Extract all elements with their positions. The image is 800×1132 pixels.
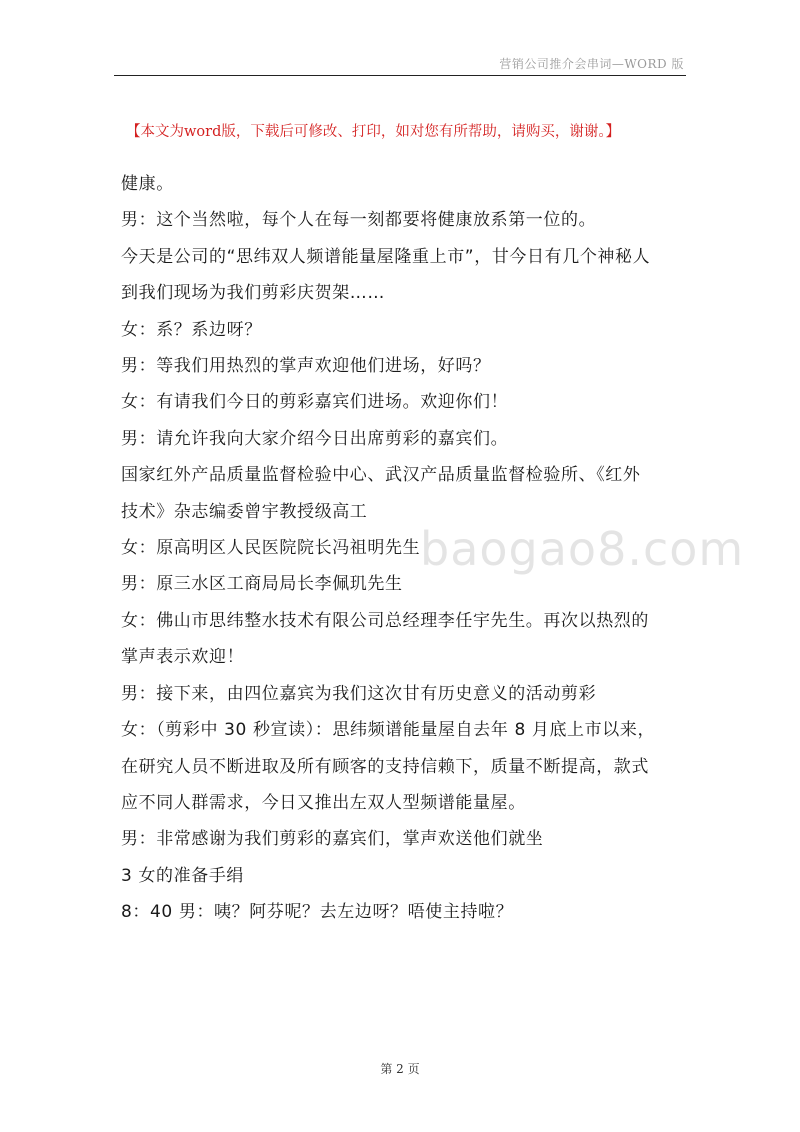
document-header-title: 营销公司推介会串词—WORD 版 bbox=[499, 57, 684, 71]
body-line: 女：（剪彩中 30 秒宣读）：思纬频谱能量屋自去年 8 月底上市以来， bbox=[121, 720, 656, 741]
body-line: 男：原三水区工商局局长李佩玑先生 bbox=[121, 574, 403, 595]
page-number: 第 2 页 bbox=[380, 1062, 420, 1076]
body-line: 掌声表示欢迎！ bbox=[121, 647, 245, 668]
body-line: 男：等我们用热烈的掌声欢迎他们进场，好吗？ bbox=[121, 356, 491, 377]
body-line: 3 女的准备手绢 bbox=[121, 865, 245, 886]
body-line: 男：请允许我向大家介绍今日出席剪彩的嘉宾们。 bbox=[121, 428, 509, 449]
body-line: 今天是公司的“思纬双人频谱能量屋隆重上市”，甘今日有几个神秘人 bbox=[121, 246, 651, 267]
body-line: 男：接下来，由四位嘉宾为我们这次甘有历史意义的活动剪彩 bbox=[121, 683, 597, 704]
body-line: 国家红外产品质量监督检验中心、武汉产品质量监督检验所、《红外 bbox=[121, 465, 641, 486]
purchase-notice: 【本文为word版，下载后可修改、打印，如对您有所帮助，请购买，谢谢。】 bbox=[126, 124, 621, 140]
body-line: 技术》杂志编委曾宇教授级高工 bbox=[121, 501, 368, 522]
body-line: 男：非常感谢为我们剪彩的嘉宾们，掌声欢送他们就坐 bbox=[121, 829, 544, 850]
body-line: 到我们现场为我们剪彩庆贺架…… bbox=[121, 283, 385, 304]
header-divider bbox=[114, 75, 686, 76]
body-line: 女：系？系边呀？ bbox=[121, 319, 262, 340]
body-line: 女：有请我们今日的剪彩嘉宾们进场。欢迎你们！ bbox=[121, 392, 509, 413]
body-line: 8：40 男：咦？阿芬呢？去左边呀？唔使主持啦？ bbox=[121, 902, 514, 923]
body-line: 女：原高明区人民医院院长冯祖明先生 bbox=[121, 538, 421, 559]
site-watermark: baogao8.com bbox=[420, 522, 745, 576]
body-line: 应不同人群需求，今日又推出左双人型频谱能量屋。 bbox=[121, 792, 526, 813]
body-line: 女：佛山市思纬整水技术有限公司总经理李任宇先生。再次以热烈的 bbox=[121, 610, 649, 631]
body-line: 男：这个当然啦，每个人在每一刻都要将健康放系第一位的。 bbox=[121, 210, 597, 231]
body-line: 在研究人员不断进取及所有顾客的支持信赖下，质量不断提高，款式 bbox=[121, 756, 649, 777]
body-line: 健康。 bbox=[121, 174, 174, 194]
